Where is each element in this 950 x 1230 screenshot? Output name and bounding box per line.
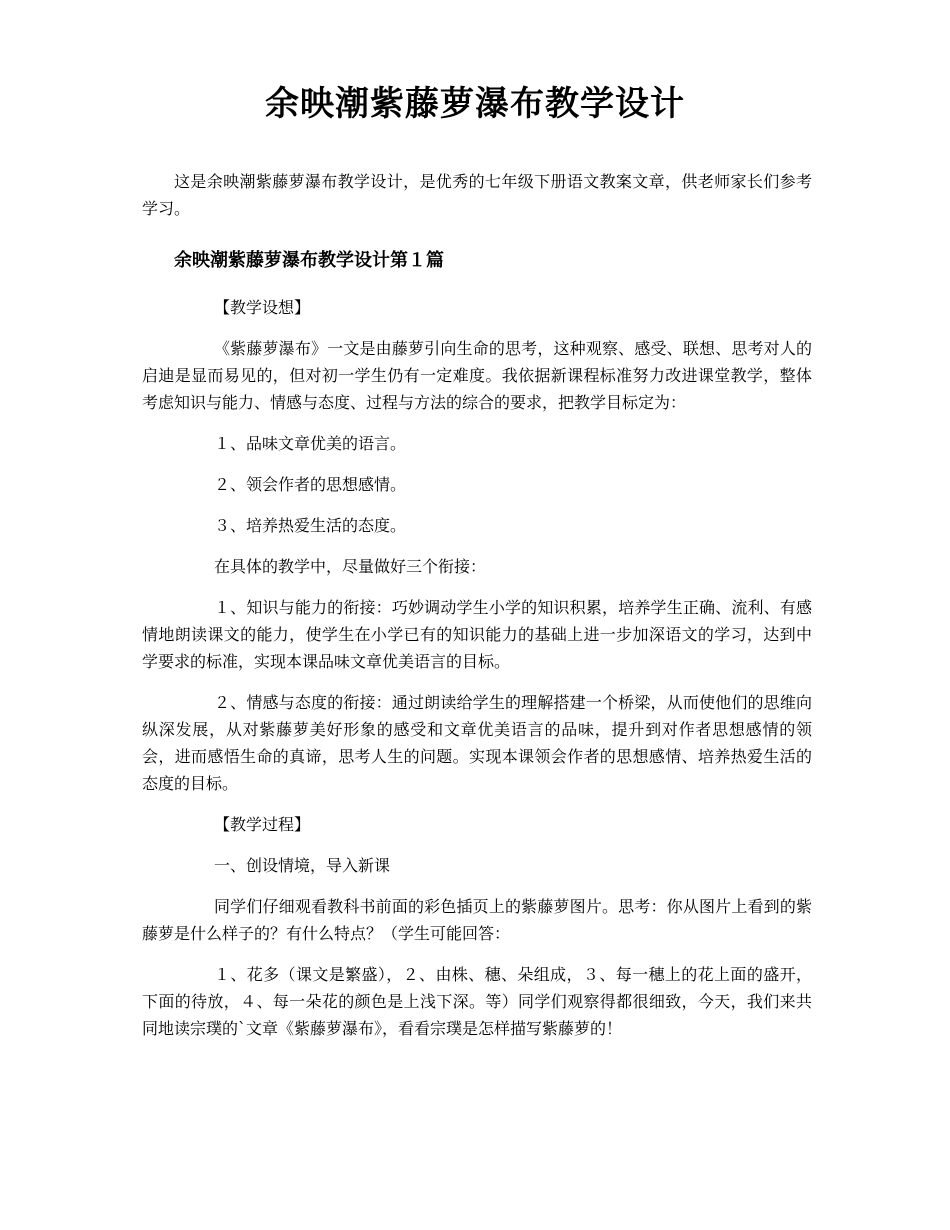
document-title: 余映潮紫藤萝瀑布教学设计 (265, 84, 685, 124)
goal-item-3: ３、培养热爱生活的态度。 (214, 516, 407, 535)
connection-intro: 在具体的教学中，尽量做好三个衔接： (214, 557, 487, 576)
answer-paragraph: １、花多（课文是繁盛），２、由株、穗、朵组成，３、每一穗上的花上面的盛开，下面的待放，４、每一朵花的颜色是上浅下深。等）同学们观察得都很细致，今天，我们来共同地读宗璞的`文章《紫藤萝瀑布》，看看宗璞是怎样描写紫藤萝的！ (142, 965, 812, 1038)
section-heading: 余映潮紫藤萝瀑布教学设计第１篇 (174, 250, 444, 271)
connection-item-2: ２、情感与态度的衔接：通过朗读给学生的理解搭建一个桥梁，从而使他们的思维向纵深发展，从对紫藤萝美好形象的感受和文章优美语言的品味，提升到对作者思想感情的领会，进而感悟生命的真谛，思考人生的问题。实现本课领会作者的思想感情、培养热爱生活的态度的目标。 (142, 693, 812, 793)
connection-item-1: １、知识与能力的衔接：巧妙调动学生小学的知识积累，培养学生正确、流利、有感情地朗读课文的能力，使学生在小学已有的知识能力的基础上进一步加深语文的学习，达到中学要求的标准，实现本课品味文章优美语言的目标。 (142, 598, 812, 671)
teaching-process-heading: 【教学过程】 (214, 815, 311, 834)
intro-paragraph: 这是余映潮紫藤萝瀑布教学设计，是优秀的七年级下册语文教案文章，供老师家长们参考学习。 (142, 172, 812, 218)
goal-item-1: １、品味文章优美的语言。 (214, 434, 407, 453)
teaching-concept-paragraph: 《紫藤萝瀑布》一文是由藤萝引向生命的思考，这种观察、感受、联想、思考对人的启迪是显而易见的，但对初一学生仍有一定难度。我依据新课程标准努力改进课堂教学，整体考虑知识与能力、情感与态度、过程与方法的综合的要求，把教学目标定为： (142, 339, 812, 412)
teaching-concept-heading: 【教学设想】 (214, 298, 311, 317)
goal-item-2: ２、领会作者的思想感情。 (214, 475, 407, 494)
observation-paragraph: 同学们仔细观看教科书前面的彩色插页上的紫藤萝图片。思考：你从图片上看到的紫藤萝是什么样子的？有什么特点？（学生可能回答： (142, 897, 812, 943)
document-body (142, 168, 812, 1056)
process-step-1: 一、创设情境，导入新课 (214, 856, 391, 875)
